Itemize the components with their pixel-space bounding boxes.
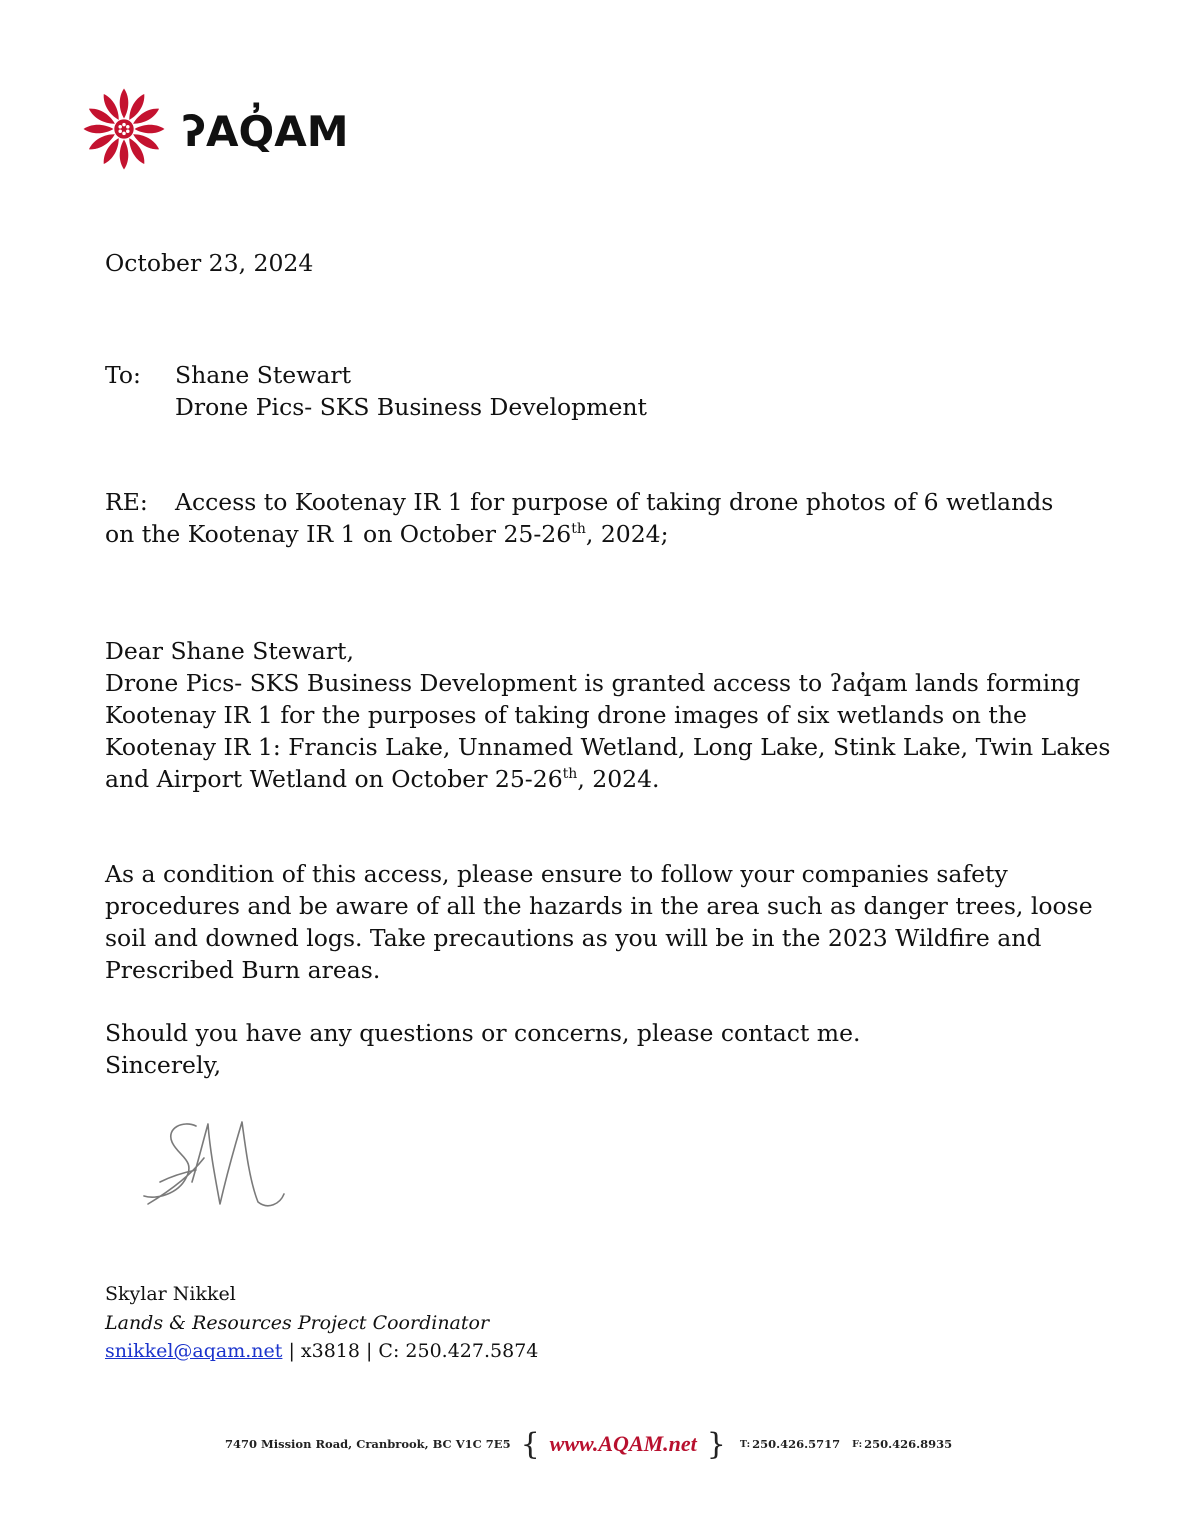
body-paragraph-2 [105, 858, 1093, 986]
to-label: To: [105, 361, 141, 389]
website-link[interactable]: www.AQAM.net [549, 1431, 697, 1456]
body-paragraph-1 [105, 635, 1110, 795]
signer-name: Skylar Nikkel [105, 1283, 236, 1305]
body-paragraph-3 [105, 1017, 860, 1081]
recipient-name: Shane Stewart [175, 361, 352, 389]
paragraph-line-end: , 2024. [577, 765, 660, 793]
fax-number: 250.426.8935 [864, 1437, 953, 1451]
paragraph-line [105, 763, 1110, 795]
footer [225, 1424, 960, 1464]
contact-line [105, 1337, 538, 1366]
aqam-flower-logo-icon [80, 85, 168, 173]
signature-block [105, 1280, 538, 1366]
tel-label: T: [739, 1438, 751, 1450]
contact-details: | x3818 | C: 250.427.5874 [282, 1340, 539, 1362]
subject-text-end: , 2024; [585, 520, 669, 548]
right-brace: } [706, 1426, 726, 1462]
email-link[interactable]: snikkel@aqam.net [105, 1340, 283, 1362]
brand-name: ʔAQ̓AM [182, 106, 349, 156]
subject-text: Access to Kootenay IR 1 for purpose of taking drone photos of 6 wetlands on the Kootenay IR 1 on October 25-26 [105, 488, 1054, 548]
paragraph-line: Kootenay IR 1: Francis Lake, Unnamed Wetland, Long Lake, Stink Lake, Twin Lakes [105, 733, 1111, 761]
left-brace: { [520, 1426, 540, 1462]
handwritten-signature [138, 1112, 288, 1222]
paragraph-line: As a condition of this access, please ensure to follow your companies safety [105, 860, 1008, 888]
recipient-block [105, 359, 647, 423]
paragraph-line: Should you have any questions or concerns, please contact me. [105, 1019, 861, 1047]
fax-label: F: [852, 1438, 863, 1450]
footer-address: 7470 Mission Road, Cranbrook, BC V1C 7E5 [225, 1437, 511, 1451]
paragraph-line-text: and Airport Wetland on October 25-26 [105, 765, 563, 793]
paragraph-line: Drone Pics- SKS Business Development is granted access to ʔaq̓am lands forming [105, 669, 1081, 697]
paragraph-line: Kootenay IR 1 for the purposes of taking drone images of six wetlands on the [105, 701, 1027, 729]
recipient-organization: Drone Pics- SKS Business Development [175, 393, 647, 421]
paragraph-line: procedures and be aware of all the hazards in the area such as danger trees, loose [105, 892, 1093, 920]
subject-ordinal-suffix: th [571, 521, 586, 538]
paragraph-line: soil and downed logs. Take precautions as you will be in the 2023 Wildfire and [105, 924, 1042, 952]
ordinal-suffix: th [562, 766, 578, 783]
re-label: RE: [105, 488, 148, 516]
closing: Sincerely, [105, 1051, 222, 1079]
signer-title: Lands & Resources Project Coordinator [105, 1311, 490, 1334]
subject-line [105, 486, 1085, 550]
letterhead [80, 84, 349, 174]
tel-number: 250.426.5717 [752, 1437, 841, 1451]
letter-date: October 23, 2024 [105, 249, 314, 277]
salutation: Dear Shane Stewart, [105, 637, 354, 665]
paragraph-line: Prescribed Burn areas. [105, 956, 381, 984]
